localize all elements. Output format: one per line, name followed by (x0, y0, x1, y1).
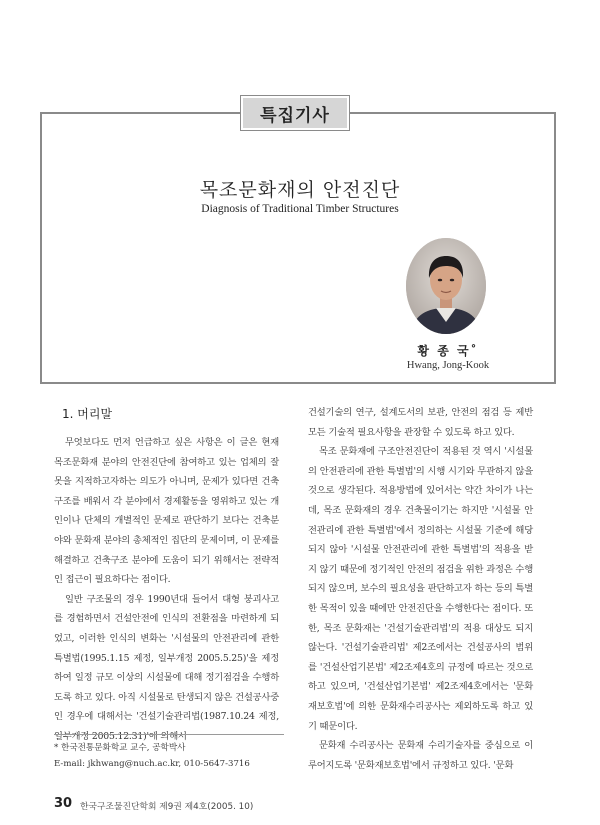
footnote-divider (54, 734, 284, 735)
body-paragraph: 건설기술의 연구, 설계도서의 보관, 안전의 점검 등 제반 모든 기술적 필요사항을 관장할 수 있도록 하고 있다. (308, 407, 533, 438)
body-paragraph: 목조 문화재에 구조안전진단이 적용된 것 역시 '시설물의 안전관리에 관한 특별법'의 시행 시기와 무관하지 않을 것으로 생각된다. 적용방법에 있어서는 약간 차이가 나는데, 목조 문화재의 경우 건축물이기는 하지만 '시설물 안전관리에 관한 특별법'에서 정의하는 시설물 기준에 해당되지 않아 '시설물 안전관리에 관한 특별법'의 적용을 받지 않기 때문에 정기적인 안전의 점검을 위한 과정은 수행되지 않으며, 보수의 필요성을 판단하고자 하는 등의 특별한 목적이 있을 때에만 안전진단을 수행한다는 점이다. 또한, 목조 문화재는 '건설기술관리법'의 적용 대상도 되지 않는다. '건설기술관리법' 제2조에서는 건설공사의 범위를 '건설산업기본법' 제2조제4호의 규정에 따르는 것으로 하고 있으며, '건설산업기본법' 제2조제4호에서는 '문화재보호법'에 의한 문화재수리공사는 제외하도록 하고 있기 때문이다. (308, 446, 533, 732)
author-name-english: Hwang, Jong-Kook (406, 360, 490, 371)
body-paragraph: 문화재 수리공사는 문화재 수리기술자를 중심으로 이루어지도록 '문화재보호법'에서 규정하고 있다. '문화 (308, 740, 533, 771)
article-title-korean: 목조문화재의 안전진단 (199, 179, 401, 201)
footnote-email: E-mail: jkhwang@nuch.ac.kr, 010-5647-3716 (54, 759, 250, 769)
author-name-korean: 황 종 국˚ (417, 344, 479, 358)
body-paragraph: 무엇보다도 먼저 언급하고 싶은 사항은 이 글은 현재 목조문화재 분야의 안전진단에 참여하고 있는 업체의 잘못을 지적하고자하는 의도가 아니며, 문제가 있다면 건축구조를 배워서 각 분야에서 경제활동을 영위하고 있는 개인이나 단체의 개별적인 문제로 판단하기 보다는 건축분야와 문화재 분야의 총체적인 집단의 문제이며, 이 문제를 해결하고 건축구조 분야에 도움이 되기 위해서는 전략적인 접근이 필요하다는 점이다. (54, 437, 279, 586)
author-photo (406, 238, 486, 334)
journal-citation: 한국구조물진단학회 제9권 제4호(2005. 10) (80, 802, 254, 812)
feature-article-badge: 특집기사 (241, 96, 349, 130)
page-number: 30 (54, 796, 73, 811)
body-column-left (54, 433, 279, 747)
body-paragraph: 일반 구조물의 경우 1990년대 들어서 대형 붕괴사고를 경험하면서 건설안전에 인식의 전환점을 마련하게 되었고, 이러한 인식의 변화는 '시설물의 안전관리에 관한 특별법(1995.1.15 제정, 일부개정 2005.5.25)'을 제정하여 일정 규모 이상의 시설물에 대해 정기점검을 수행하도록 하고 있다. 아직 시설물로 탄생되지 않은 건설공사중인 경우에 대해서는 '건설기술관리법(1987.10.24 제정, 일부개정 2005.12.31)'에 의해서 (54, 593, 279, 742)
body-column-right (308, 403, 533, 775)
footnote-affiliation: * 한국전통문화학교 교수, 공학박사 (54, 743, 186, 753)
article-title-english: Diagnosis of Traditional Timber Structures (201, 203, 399, 215)
section-heading-introduction: 1. 머리말 (62, 407, 113, 421)
